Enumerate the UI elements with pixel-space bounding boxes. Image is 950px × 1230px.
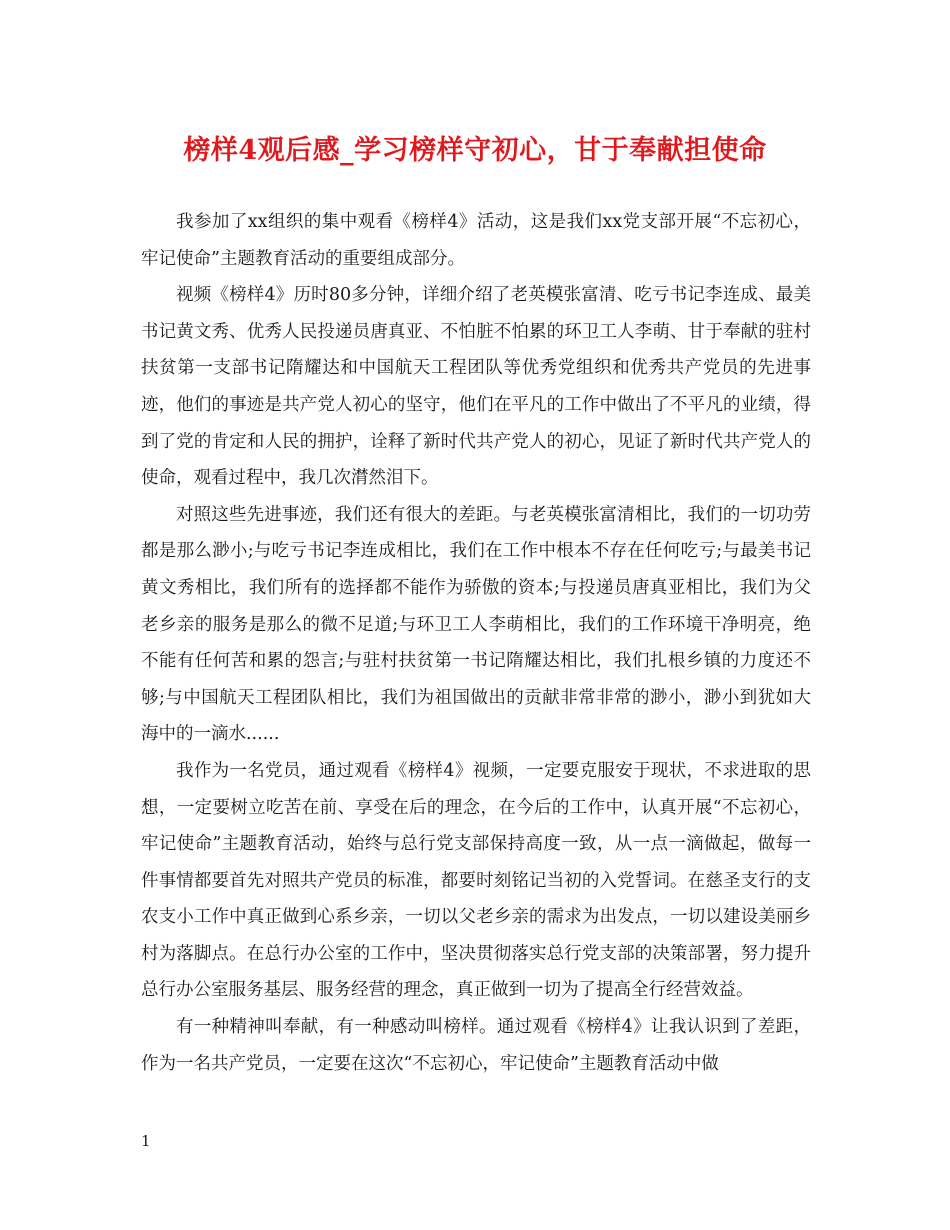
paragraph-3: 对照这些先进事迹，我们还有很大的差距。与老英模张富清相比，我们的一切功劳都是那么渺小;与吃亏书记李连成相比，我们在工作中根本不存在任何吃亏;与最美书记黄文秀相比，我们所有的选择都不能作为骄傲的资本;与投递员唐真亚相比，我们为父老乡亲的服务是那么的微不足道;与环卫工人李萌相比，我们的工作环境干净明亮，绝不能有任何苦和累的怨言;与驻村扶贫第一书记隋耀达相比，我们扎根乡镇的力度还不够;与中国航天工程团队相比，我们为祖国做出的贡献非常非常的渺小，渺小到犹如大海中的一滴水...... — [141, 504, 811, 745]
paragraph-1: 我参加了xx组织的集中观看《榜样4》活动，这是我们xx党支部开展“不忘初心，牢记使命”主题教育活动的重要组成部分。 — [141, 212, 811, 269]
paragraph-2: 视频《榜样4》历时80多分钟，详细介绍了老英模张富清、吃亏书记李连成、最美书记黄文秀、优秀人民投递员唐真亚、不怕脏不怕累的环卫工人李萌、甘于奉献的驻村扶贫第一支部书记隋耀达和中国航天工程团队等优秀党组织和优秀共产党员的先进事迹，他们的事迹是共产党人初心的坚守，他们在平凡的工作中做出了不平凡的业绩，得到了党的肯定和人民的拥护，诠释了新时代共产党人的初心，见证了新时代共产党人的使命，观看过程中，我几次潸然泪下。 — [141, 285, 811, 489]
paragraph-5: 有一种精神叫奉献，有一种感动叫榜样。通过观看《榜样4》让我认识到了差距，作为一名共产党员，一定要在这次“不忘初心，牢记使命”主题教育活动中做 — [141, 1017, 811, 1074]
page-number: 1 — [141, 1132, 151, 1150]
paragraph-4: 我作为一名党员，通过观看《榜样4》视频，一定要克服安于现状，不求进取的思想，一定要树立吃苦在前、享受在后的理念，在今后的工作中，认真开展“不忘初心，牢记使命”主题教育活动，始终与总行党支部保持高度一致，从一点一滴做起，做每一件事情都要首先对照共产党员的标准，都要时刻铭记当初的入党誓词。在慈圣支行的支农支小工作中真正做到心系乡亲，一切以父老乡亲的需求为出发点，一切以建设美丽乡村为落脚点。在总行办公室的工作中，坚决贯彻落实总行党支部的决策部署，努力提升总行办公室服务基层、服务经营的理念，真正做到一切为了提高全行经营效益。 — [141, 760, 811, 1001]
document-body — [141, 204, 811, 1082]
document-title: 榜样4观后感_学习榜样守初心，甘于奉献担使命 — [183, 135, 767, 166]
